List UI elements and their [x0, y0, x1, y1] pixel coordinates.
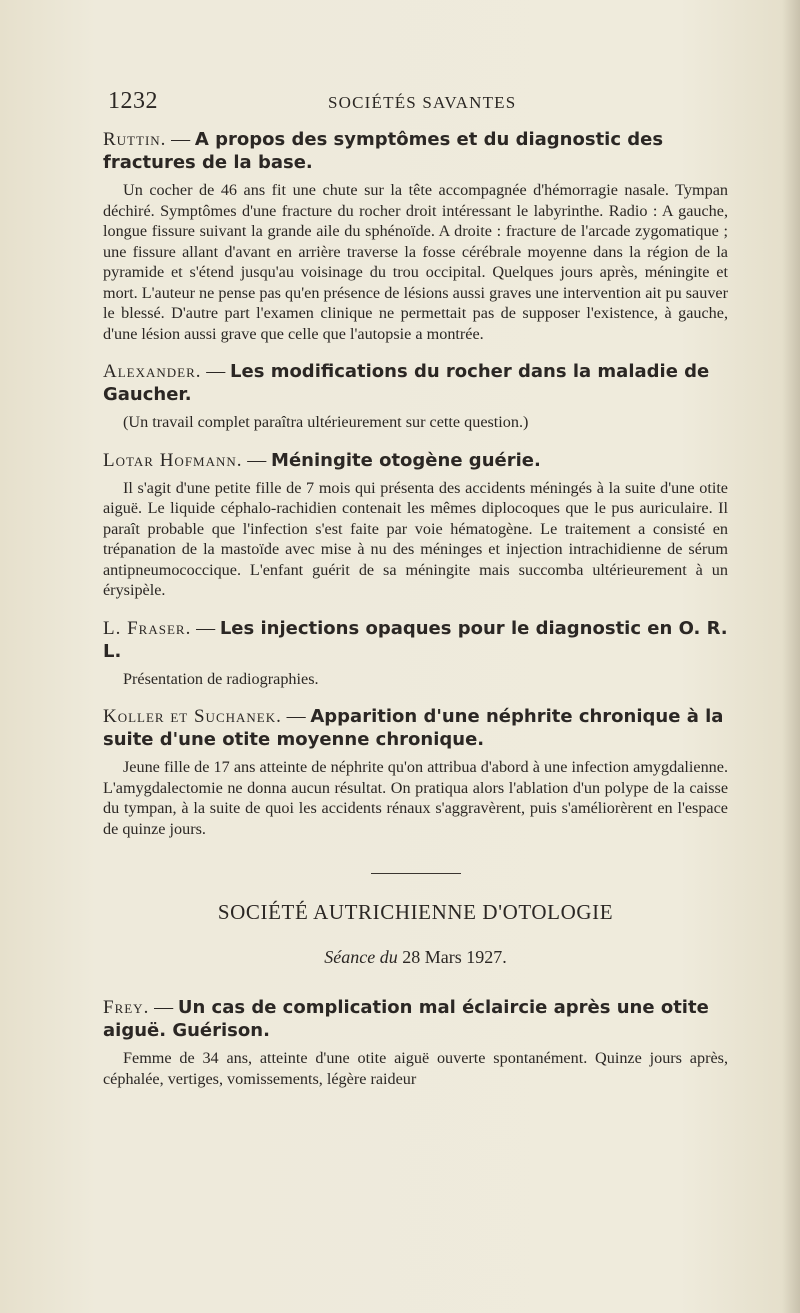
communication-entry — [103, 996, 728, 1089]
entry-author: Frey. — [103, 997, 150, 1018]
communication-entry — [103, 449, 728, 601]
entry-body: Femme de 34 ans, atteinte d'une otite aiguë ouverte spontanément. Quinze jours après, céphalée, vertiges, vomissements, légère raideur — [103, 1049, 728, 1088]
entry-body: Présentation de radiographies. — [123, 669, 319, 688]
entry-heading — [103, 996, 728, 1042]
section-title: SOCIÉTÉ AUTRICHIENNE D'OTOLOGIE — [217, 900, 614, 924]
entry-topic: A propos des symptômes et du diagnostic des fractures de la base. — [103, 129, 664, 173]
section-divider — [371, 873, 461, 874]
entry-author: Alexander. — [103, 361, 202, 382]
running-head — [108, 88, 728, 118]
entry-topic: Les injections opaques pour le diagnostic en O. R. L. — [103, 617, 728, 662]
entry-body: Jeune fille de 17 ans atteinte de néphrite qu'on attribua d'abord à une infection amygdalienne. L'amygdalectomie ne donna aucun résultat. On pratiqua alors l'ablation d'un polype de la caisse du tympan, à la suite de quoi les accidents rénaux s'aggravèrent, puis s'améliorèrent en l'espace de quinze jours. — [103, 758, 728, 838]
entry-topic: Les modifications du rocher dans la maladie de Gaucher. — [103, 361, 710, 405]
entry-heading — [103, 360, 728, 406]
entry-author: Koller et Suchanek. — [103, 706, 282, 727]
entry-separator: — — [171, 129, 191, 150]
communication-entry — [103, 128, 728, 344]
entry-heading — [103, 617, 728, 663]
entry-author: Ruttin. — [103, 129, 167, 150]
entry-body: Un cocher de 46 ans fit une chute sur la tête accompagnée d'hémorragie nasale. Tympan déchiré. Symptômes d'une fracture du rocher droit intéressant le labyrinthe. Radio : A gauche, longue fissure suivant la grande aile du sphénoïde. A droite : fracture de l'arcade zygomatique ; une fissure allant d'avant en arrière traverse la fosse cérébrale moyenne dans la région de la pyramide et s'étend jusqu'au voisinage du trou occipital. Quelques jours après, méningite et mort. L'auteur ne pense pas qu'en présence de lésions aussi graves une intervention ait pu sauver le blessé. D'autre part l'examen clinique ne permettait pas de supposer l'existence, à gauche, d'une lésion aussi grave que celle que l'autopsie a montrée. — [103, 181, 728, 343]
meeting-prefix: Séance du — [324, 947, 398, 967]
entry-author: L. Fraser. — [103, 617, 192, 639]
entry-separator: — — [196, 617, 216, 639]
entry-topic: Apparition d'une néphrite chronique à la suite d'une otite moyenne chronique. — [103, 706, 724, 750]
entry-heading — [103, 449, 728, 472]
entry-separator: — — [286, 706, 306, 727]
entry-body: (Un travail complet paraîtra ultérieurement sur cette question.) — [123, 413, 529, 431]
entry-topic: Un cas de complication mal éclaircie après une otite aiguë. Guérison. — [103, 997, 709, 1041]
entry-topic: Méningite otogène guérie. — [271, 449, 541, 471]
communication-entry — [103, 705, 728, 839]
running-title: SOCIÉTÉS SAVANTES — [328, 93, 517, 112]
entry-separator: — — [154, 997, 174, 1018]
entry-author: Lotar Hofmann. — [103, 449, 243, 471]
page-content — [103, 128, 728, 1105]
communication-entry — [103, 617, 728, 690]
page-edge-shadow — [782, 0, 800, 1313]
entry-separator: — — [247, 449, 267, 471]
meeting-date — [103, 947, 728, 968]
entry-separator: — — [206, 361, 226, 382]
entry-heading — [103, 128, 728, 174]
communication-entry — [103, 360, 728, 433]
page-number: 1232 — [108, 88, 158, 114]
entry-body: Il s'agit d'une petite fille de 7 mois qui présenta des accidents méningés à la suite d'une otite aiguë. Le liquide céphalo-rachidien contenait les mêmes diplocoques que le pus auriculaire. Il paraît probable que l'infection s'est faite par voie hématogène. Le traitement a consisté en trépanation de la mastoïde avec mise à nu des méninges et injection intrachidienne de sérum antipneumococcique. L'enfant guérit de sa méningite mais succomba ultérieurement à un érysipèle. — [103, 478, 728, 599]
entry-heading — [103, 705, 728, 751]
meeting-date-value: 28 Mars 1927. — [402, 947, 507, 967]
